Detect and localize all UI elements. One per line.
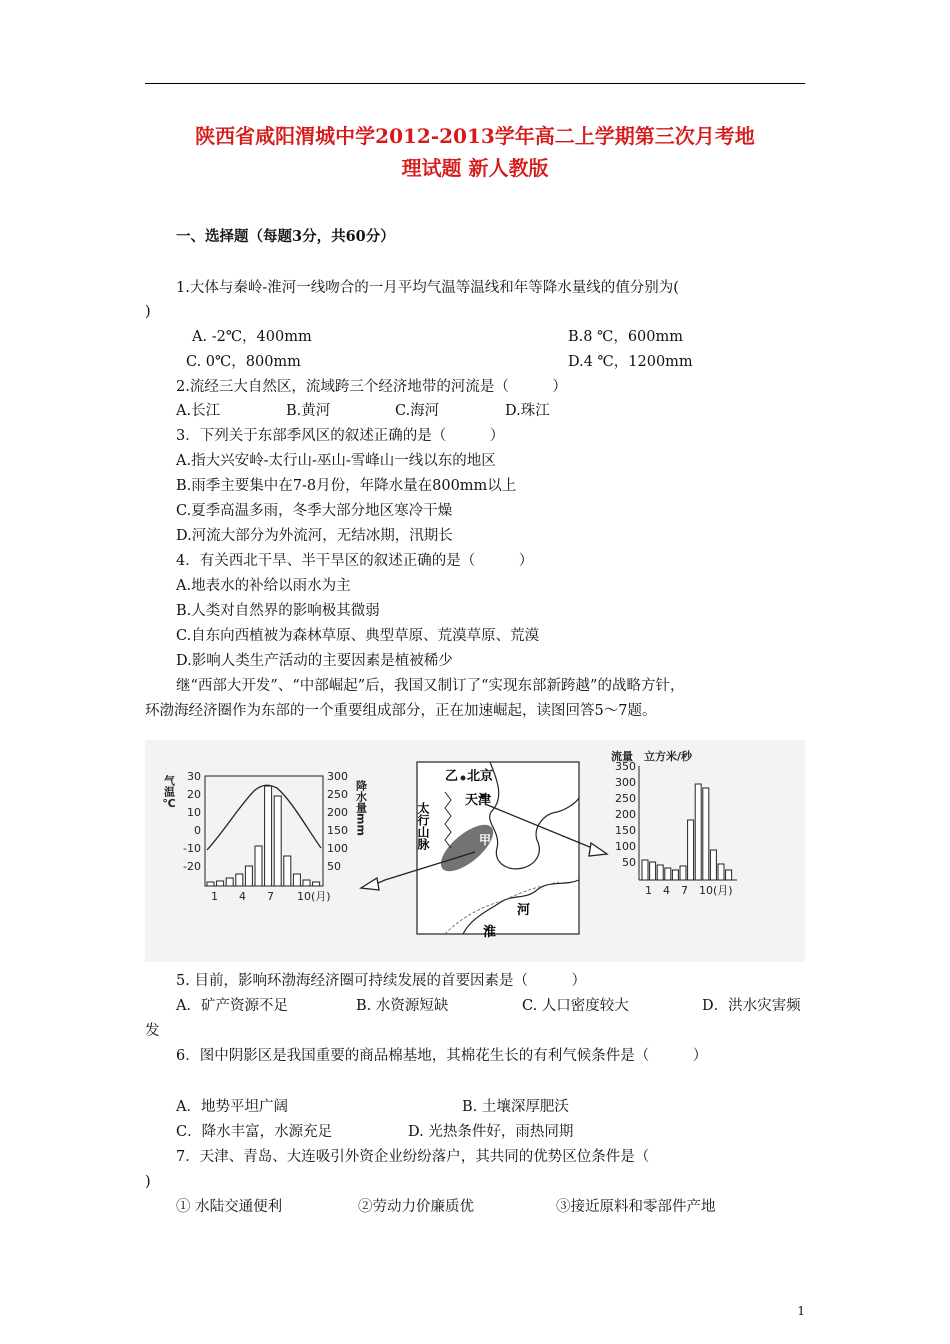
climate-left-axis-label: 气温℃ [162,775,176,810]
climate-x-tick: 10(月) [297,890,331,903]
q4-option-d: D.影响人类生产活动的主要因素是植被稀少 [176,653,453,669]
flow-x-tick: 1 [645,884,652,897]
climate-right-tick: 50 [327,860,341,873]
q1-option-c: C. 0℃，800mm [186,354,301,370]
q3-option-c: C.夏季高温多雨，冬季大部分地区寒冷干燥 [176,503,453,519]
q4-option-c: C.自东向西植被为森林草原、典型草原、荒漠草原、荒漠 [176,628,540,644]
doc-title-line2: 理试题 新人教版 [401,156,549,180]
page-number: 1 [797,1304,805,1318]
flow-bar [657,865,663,880]
flow-bar [726,870,732,880]
q2-option-c: C.海河 [395,403,440,419]
q3-option-b: B.雨季主要集中在7-8月份，年降水量在800mm以上 [176,478,517,494]
q7-stem-cont: ) [145,1174,151,1190]
climate-left-tick: 0 [194,824,201,837]
precipitation-bar [274,796,281,886]
flow-x-tick: 7 [681,884,688,897]
q5-option-a: A．矿产资源不足 [176,998,288,1014]
q2-option-b: B.黄河 [286,403,331,419]
climate-right-tick: 200 [327,806,348,819]
precipitation-bar [236,874,243,886]
flow-y-tick: 50 [622,856,636,869]
q6-stem: 6．图中阴影区是我国重要的商品棉基地，其棉花生长的有利气候条件是（ ） [176,1048,708,1064]
flow-bar [642,860,648,880]
flow-y-tick: 200 [615,808,636,821]
flow-bar [680,866,686,880]
precipitation-bar [245,866,252,886]
climate-right-tick: 100 [327,842,348,855]
q1-stem: 1.大体与秦岭-淮河一线吻合的一月平均气温等温线和年等降水量线的值分别为( [176,280,679,296]
precipitation-bar [265,786,272,886]
precipitation-bar [226,878,233,886]
precipitation-bar [284,856,291,886]
precipitation-bar [293,874,300,886]
climate-left-tick: -10 [183,842,201,855]
flow-x-tick: 10(月) [699,884,733,897]
q7-option-3: ③接近原料和零部件产地 [556,1199,716,1215]
q5-option-c: C. 人口密度较大 [522,998,629,1014]
flow-y-tick: 300 [615,776,636,789]
climate-x-tick: 1 [211,890,218,903]
q3-option-d: D.河流大部分为外流河，无结冰期，汛期长 [176,528,453,544]
header-rule [145,83,805,84]
flow-bar [672,870,678,880]
section-heading: 一、选择题（每题3分，共60分） [176,228,395,245]
intro-line2: 环渤海经济圈作为东部的一个重要组成部分，正在加速崛起，读图回答5～7题。 [145,703,657,719]
q6-option-c: C．降水丰富，水源充足 [176,1124,333,1140]
flow-title: 流量 立方米/秒 [611,750,693,763]
map-label-taihang: 太行山脉 [416,802,430,850]
flow-y-tick: 350 [615,760,636,773]
flow-bar [688,820,694,880]
q1-option-d: D.4 ℃，1200mm [568,354,693,370]
flow-bar [703,788,709,880]
flow-y-tick: 250 [615,792,636,805]
precipitation-bar [255,846,262,886]
climate-x-tick: 7 [267,890,274,903]
flow-bar [695,784,701,880]
q7-stem: 7．天津、青岛、大连吸引外资企业纷纷落户，其共同的优势区位条件是（ [176,1149,650,1165]
climate-x-tick: 4 [239,890,246,903]
climate-right-tick: 300 [327,770,348,783]
climate-left-tick: 20 [187,788,201,801]
climate-left-tick: 30 [187,770,201,783]
q3-option-a: A.指大兴安岭-太行山-巫山-雪峰山一线以东的地区 [176,453,496,469]
q6-option-a: A．地势平坦广阔 [176,1099,288,1115]
q5-stem: 5. 目前，影响环渤海经济圈可持续发展的首要因素是（ ） [176,973,586,989]
flow-bar [718,864,724,880]
q3-stem: 3．下列关于东部季风区的叙述正确的是（ ） [176,428,505,444]
q1-stem-cont: ) [145,304,151,320]
q4-option-a: A.地表水的补给以雨水为主 [176,578,351,594]
q6-option-d: D. 光热条件好，雨热同期 [408,1124,574,1140]
q7-option-2: ②劳动力价廉质优 [358,1199,474,1215]
flow-y-tick: 150 [615,824,636,837]
precipitation-bar [303,880,310,886]
climate-left-tick: -20 [183,860,201,873]
map-label-yi: 乙 [445,769,459,784]
precipitation-bar [217,881,224,886]
q4-option-b: B.人类对自然界的影响极其微弱 [176,603,380,619]
doc-title-line1: 陕西省咸阳渭城中学2012-2013学年高二上学期第三次月考地 [195,124,755,148]
map-label-huai: 淮 [483,925,497,940]
q7-option-1: ① 水陆交通便利 [176,1199,283,1215]
map-label-beijing: 北京 [467,769,494,784]
map-label-he: 河 [517,903,531,918]
q2-option-a: A.长江 [176,403,221,419]
precipitation-bar [207,882,214,886]
flow-bar [710,850,716,880]
q1-option-a: A. -2℃，400mm [192,329,312,345]
q6-option-b: B. 土壤深厚肥沃 [462,1099,569,1115]
q4-stem: 4．有关西北干旱、半干旱区的叙述正确的是（ ） [176,553,534,569]
q2-option-d: D.珠江 [505,403,550,419]
climate-right-tick: 250 [327,788,348,801]
q5-option-b: B. 水资源短缺 [356,998,449,1014]
intro-line1: 继“西部大开发”、“中部崛起”后，我国又制订了“实现东部新跨越”的战略方针， [176,678,685,694]
climate-right-axis-label: 降水量mm [354,780,368,836]
precipitation-bar [313,882,320,886]
flow-bar [665,868,671,880]
figure-bohai-region [145,740,805,962]
map-label-jia: 甲 [479,833,492,847]
bohai-map [416,762,579,940]
map-label-tianjin: 天津 [465,793,492,808]
q5-option-d-cont: 发 [145,1023,160,1039]
q5-option-d: D．洪水灾害频 [702,998,801,1014]
flow-bar [650,862,656,880]
flow-x-tick: 4 [663,884,670,897]
climate-left-tick: 10 [187,806,201,819]
climate-right-tick: 150 [327,824,348,837]
flow-y-tick: 100 [615,840,636,853]
q1-option-b: B.8 ℃，600mm [568,329,683,345]
q2-stem: 2.流经三大自然区，流域跨三个经济地带的河流是（ ） [176,379,567,395]
